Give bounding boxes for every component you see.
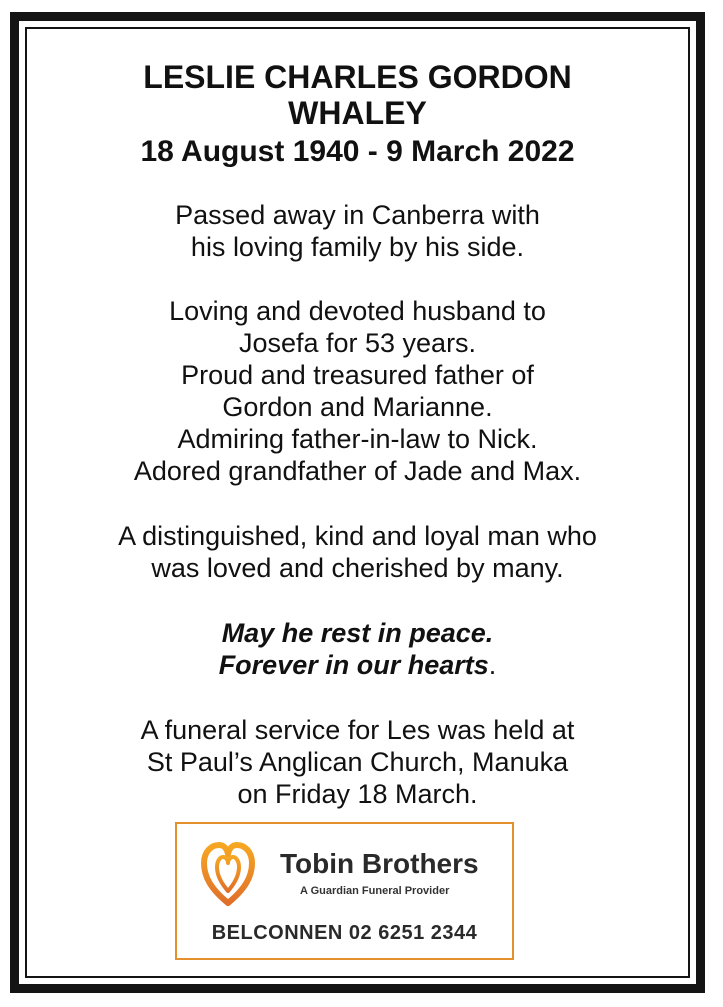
- passing-line: Passed away in Canberra with: [175, 200, 540, 230]
- name-line-2: WHALEY: [288, 95, 427, 131]
- brand-tagline: A Guardian Funeral Provider: [300, 885, 450, 897]
- farewell-line-2: [27, 649, 688, 681]
- family-line: Proud and treasured father of: [181, 360, 534, 390]
- service-line: on Friday 18 March.: [237, 779, 478, 809]
- tribute-paragraph: [27, 520, 688, 584]
- tribute-line: A distinguished, kind and loyal man who: [118, 521, 597, 551]
- family-line: Admiring father-in-law to Nick.: [177, 424, 538, 454]
- family-line: Gordon and Marianne.: [222, 392, 493, 422]
- farewell-text: Forever in our hearts: [218, 650, 489, 680]
- name-line-1: LESLIE CHARLES GORDON: [143, 59, 572, 95]
- life-dates: 18 August 1940 - 9 March 2022: [140, 135, 575, 168]
- tribute-line: was loved and cherished by many.: [151, 553, 564, 583]
- passing-line: his loving family by his side.: [190, 232, 525, 262]
- family-line: Adored grandfather of Jade and Max.: [133, 456, 582, 486]
- farewell-line: May he rest in peace.: [221, 618, 494, 648]
- passing-paragraph: [27, 199, 688, 263]
- service-paragraph: [27, 714, 688, 810]
- notice-content: [27, 29, 688, 810]
- brand-name: Tobin Brothers: [280, 848, 479, 879]
- funeral-director-ad: [175, 822, 514, 960]
- family-line: Josefa for 53 years.: [238, 328, 477, 358]
- heart-logo-icon: [201, 841, 255, 907]
- branch-contact: BELCONNEN 02 6251 2344: [211, 922, 478, 944]
- farewell-period: .: [488, 650, 497, 680]
- family-paragraph: [27, 295, 688, 487]
- farewell-paragraph: [27, 617, 688, 681]
- deceased-name: [27, 29, 688, 131]
- service-line: A funeral service for Les was held at: [140, 715, 575, 745]
- family-line: Loving and devoted husband to: [169, 296, 546, 326]
- service-line: St Paul’s Anglican Church, Manuka: [146, 747, 569, 777]
